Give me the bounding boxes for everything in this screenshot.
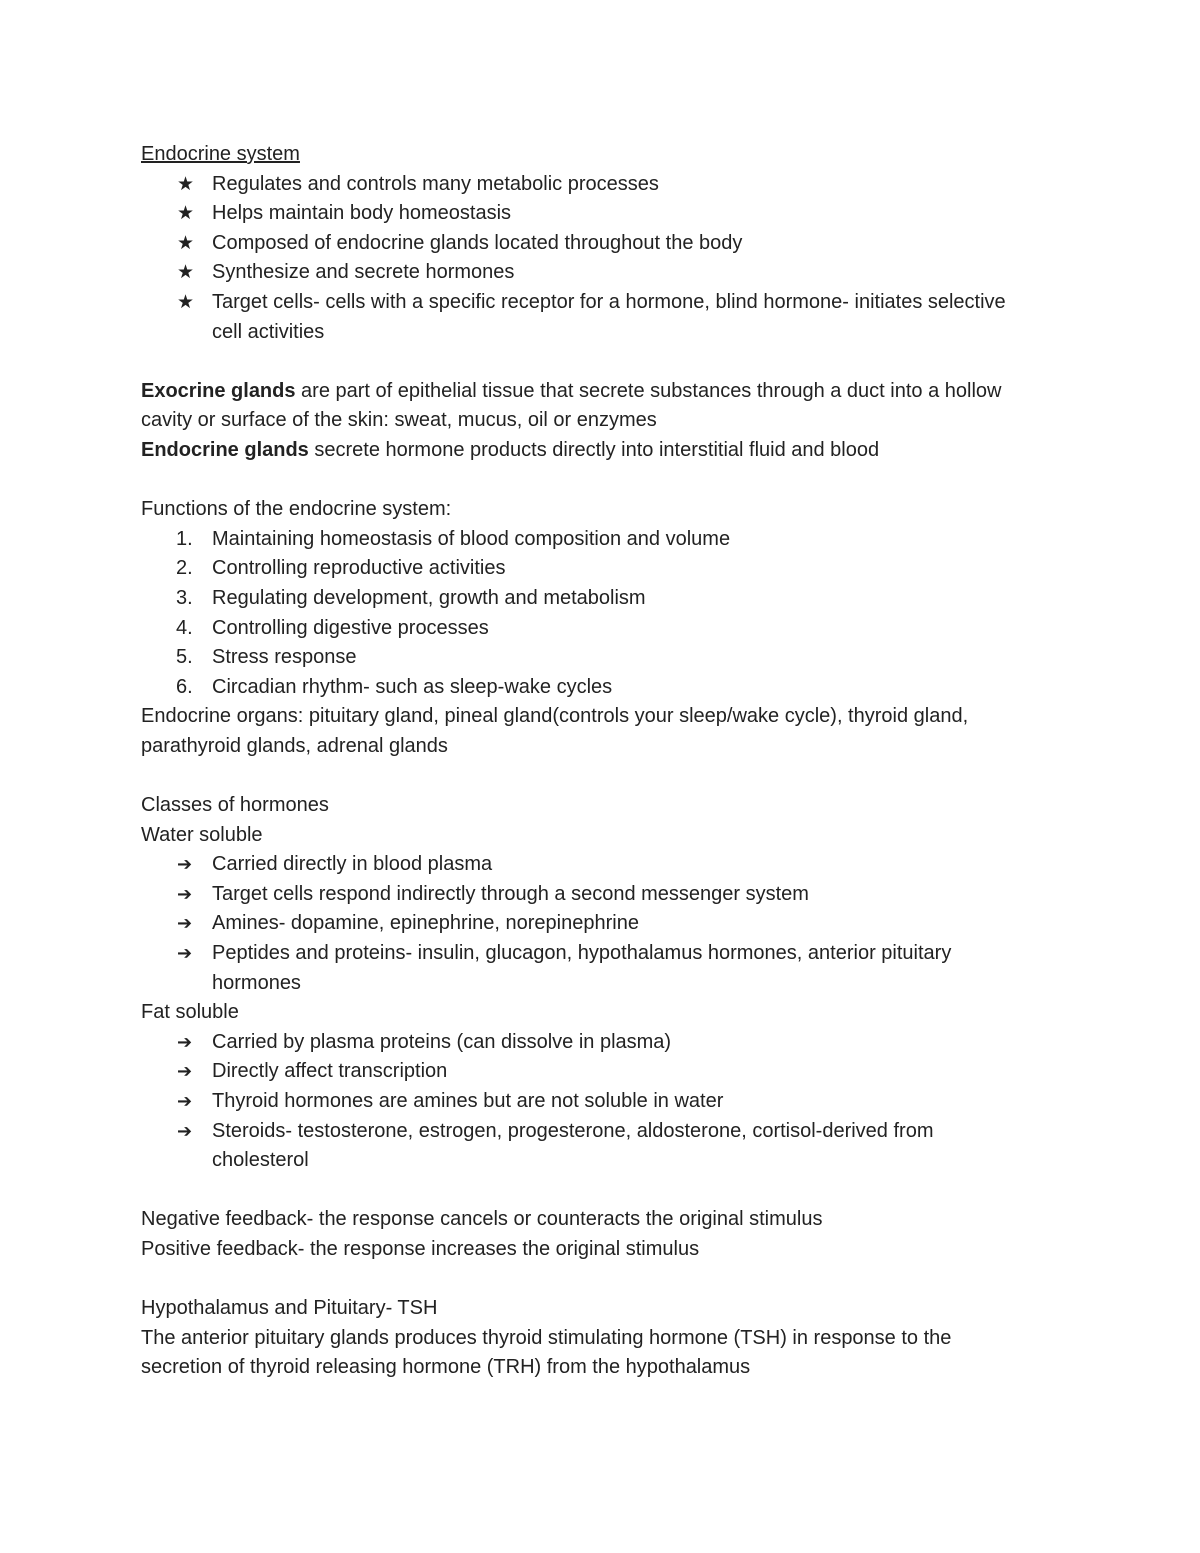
star-bullet-icon: ★ <box>177 261 195 284</box>
list-item <box>141 909 1041 939</box>
list-item-text: Carried directly in blood plasma <box>212 853 493 876</box>
arrow-bullet-icon: ➔ <box>177 1031 193 1053</box>
arrow-bullet-icon: ➔ <box>177 943 193 965</box>
numbered-item <box>141 525 1041 555</box>
arrow-bullet-icon: ➔ <box>177 1091 193 1112</box>
item-number: 5. <box>176 646 193 669</box>
functions-heading: Functions of the endocrine system: <box>141 498 452 521</box>
numbered-item <box>141 584 1041 614</box>
arrow-bullet-icon: ➔ <box>177 913 193 935</box>
list-item <box>141 1087 1041 1117</box>
star-bullet-icon: ★ <box>177 290 195 313</box>
tsh-heading: Hypothalamus and Pituitary- TSH <box>141 1297 438 1320</box>
endocrine-organs-paragraph: Endocrine organs: pituitary gland, pineal gland(controls your sleep/wake cycle), thyroid gland, parathyroid glands, adrenal glands <box>141 705 969 757</box>
list-item <box>141 288 1012 347</box>
numbered-item <box>141 673 1041 703</box>
classes-heading: Classes of hormones <box>141 794 329 817</box>
section-heading-endocrine-system: Endocrine system <box>141 143 300 165</box>
item-text: Controlling digestive processes <box>212 616 489 639</box>
list-item <box>141 939 1032 998</box>
positive-feedback-line: Positive feedback- the response increases the original stimulus <box>141 1237 700 1260</box>
item-text: Regulating development, growth and metabolism <box>212 586 646 609</box>
numbered-item <box>141 614 1041 644</box>
item-number: 3. <box>176 586 193 609</box>
list-item-text: Steroids- testosterone, estrogen, progesterone, aldosterone, cortisol-derived from cholesterol <box>212 1119 934 1172</box>
item-number: 2. <box>176 557 193 580</box>
list-item-text: Directly affect transcription <box>212 1060 448 1083</box>
list-item <box>141 1028 1041 1058</box>
star-bullet-icon: ★ <box>177 231 195 254</box>
spacer <box>141 761 1041 791</box>
list-item <box>141 1057 1041 1087</box>
list-item-text: Synthesize and secrete hormones <box>212 261 515 284</box>
item-text: Circadian rhythm- such as sleep-wake cycles <box>212 675 613 698</box>
exocrine-paragraph <box>141 377 1021 436</box>
arrow-bullet-icon: ➔ <box>177 883 193 905</box>
item-number: 1. <box>176 527 193 550</box>
endocrine-glands-term: Endocrine glands <box>141 438 309 461</box>
item-text: Controlling reproductive activities <box>212 557 506 580</box>
list-item <box>141 199 1041 229</box>
spacer <box>141 1176 1041 1206</box>
endocrine-glands-definition: secrete hormone products directly into interstitial fluid and blood <box>308 438 880 461</box>
arrow-bullet-icon: ➔ <box>177 1061 193 1083</box>
list-item-text: Regulates and controls many metabolic processes <box>212 172 659 195</box>
star-bullet-icon: ★ <box>177 202 195 225</box>
spacer <box>141 347 1041 377</box>
list-item-text: Target cells respond indirectly through a second messenger system <box>212 882 809 905</box>
endocrine-glands-paragraph <box>141 436 1041 466</box>
item-text: Stress response <box>212 646 357 669</box>
list-item <box>141 258 1041 288</box>
numbered-item <box>141 554 1041 584</box>
exocrine-term: Exocrine glands <box>141 379 296 402</box>
tsh-paragraph: The anterior pituitary glands produces thyroid stimulating hormone (TSH) in response to the secretion of thyroid releasing hormone (TRH) from the hypothalamus <box>141 1326 952 1379</box>
list-item-text: Peptides and proteins- insulin, glucagon, hypothalamus hormones, anterior pituitary hormones <box>212 942 952 994</box>
list-item <box>141 229 1041 259</box>
spacer <box>141 1265 1041 1295</box>
water-soluble-heading: Water soluble <box>141 823 263 846</box>
list-item <box>141 880 1041 910</box>
negative-feedback-line: Negative feedback- the response cancels or counteracts the original stimulus <box>141 1208 823 1231</box>
exocrine-definition: are part of epithelial tissue that secrete substances through a duct into a hollow cavity or surface of the skin: sweat, mucus, oil or enzymes <box>141 379 1002 432</box>
arrow-bullet-icon: ➔ <box>177 1120 193 1142</box>
item-text: Maintaining homeostasis of blood composition and volume <box>212 527 731 550</box>
list-item <box>141 850 1041 880</box>
list-item-text: Target cells- cells with a specific receptor for a hormone, blind hormone- initiates selective cell activities <box>212 290 1006 343</box>
fat-soluble-heading: Fat soluble <box>141 1001 239 1024</box>
item-number: 6. <box>176 675 193 698</box>
numbered-item <box>141 643 1041 673</box>
document-page <box>141 140 1041 1383</box>
list-item-text: Composed of endocrine glands located throughout the body <box>212 231 743 254</box>
arrow-bullet-icon: ➔ <box>177 854 193 876</box>
list-item <box>141 1117 1012 1176</box>
item-number: 4. <box>176 616 193 639</box>
list-item-text: Carried by plasma proteins (can dissolve in plasma) <box>212 1030 672 1053</box>
star-bullet-icon: ★ <box>177 172 195 195</box>
spacer <box>141 466 1041 496</box>
list-item-text: Amines- dopamine, epinephrine, norepinephrine <box>212 912 639 935</box>
list-item-text: Helps maintain body homeostasis <box>212 202 512 225</box>
list-item-text: Thyroid hormones are amines but are not soluble in water <box>212 1090 724 1112</box>
list-item <box>141 170 1041 200</box>
